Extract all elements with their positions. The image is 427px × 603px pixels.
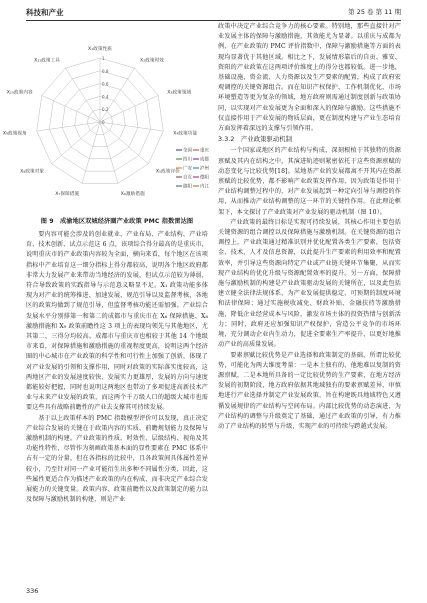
body-paragraph: 产业政策的最终目标是实现可持续发展，其核心作用主要包括关键资源的组合调控以及保障措施与激励机制。在关键资源的组合调控上，产业政策通过精准识别并优化配置各类生产要素，包括资金、技术、人才及信息资源，以此提升生产要素的利用效率和配置效率，并引导这些资源向特定产业或产业链关键环节集聚，从而实现产业结构的优化升级与资源配置效率的提升。另一方面，保障措施与激励机制的构建是产业政策驱动发展的关键所在，以及此包括建立健全法律法规体系，为产业发展提供稳定、可预期的制度环境和法律保障；通过实施税收减免、财政补贴、金融扶持等激励措施，降低企业经营成本与风险，激发市场主体的投资热情与创新活力；同时，政府还应加强知识产权保护，营造公平竞争的市场环境，充分调动企业内生动力，促进全要素生产率提升，以更好地推动产业的高质量发展。 (218, 218, 401, 349)
legend-label: 德阳 (200, 175, 209, 181)
axis-label: X₃政策领域 (167, 90, 192, 96)
tick-label: 0.6 (102, 81, 109, 87)
axis-label: X₇保障措施 (55, 192, 80, 197)
legend-label: 泸州 (200, 166, 209, 172)
radar-axis (100, 122, 163, 131)
legend-label: 绵阳 (183, 184, 192, 190)
tick-label: 0.8 (102, 68, 109, 74)
legend-label: 自贡 (183, 175, 192, 181)
page-number: 336 (26, 587, 39, 595)
body-paragraph: 基于以上政策样本的 PMC 指数模型评价可以发现，真正决定产业综合发展的关键在于政策内容的实质、前瞻规划能力及保障与激励机制的构建。产业政策的性质、时效性、层级结构、视角及其功能性特性，尽管作为刻画政策基本面的显性要素在 PMC 体系中占有一定的分量，但在各指标的比较中，且各政策间具体属性差异较小，乃至针对同一产业可能衍生出多种不同属性分类，因此，这些属性更适合作为描述产业政策的内在构成，而非决定产业综合发展能力的关键变量。政策内容、政策前瞻性以及政策制定的能力以及保障与激励机制的构建，则是产业 (26, 414, 208, 504)
radar-axis (82, 122, 100, 183)
legend-label: 重庆 (200, 148, 209, 154)
page-header (26, 7, 401, 21)
legend-label: 成都 (200, 157, 209, 163)
section-heading: 3.3.2 产业政策驱动机制 (218, 136, 293, 144)
axis-label: X₆激励措施 (120, 192, 145, 197)
axis-label: X₉政策视角 (2, 131, 27, 137)
axis-label: X₄政策功能 (173, 131, 198, 137)
legend-label: 广安 (183, 166, 192, 172)
axis-label: X₁₁政策工具 (34, 58, 60, 64)
body-paragraph: 政策中决定产业综合竞争力的核心要素。特别地，那些直接针对产业发展主体的保障与激励措施，其效能尤为显著。以重庆与成都为例，在产业政策的 PMC 评价指数中，保障与激励措施等方面的表现均显著优于其他区域。相比之下，发展情形靠后的自贡、雅安、资阳的产业政策在这两项评价维度上的得分也都较低。进一步地，基础设施、资金流、人力资源以及生产要素的配置，构成了政府宏观调控的关键资源组合。而在知识产权保护、工作机制优化、市场环境塑造等更为复杂的领域，地方政府则需通过制度创新与政策协同，以实现对产业发展更为全面和深入的保障与激励。这些措施不仅直接作用于产业发展的物质层面，更在制度构建与产业生态培育方面发挥着深远的支撑与引领作用。 (218, 23, 401, 133)
axis-label: X₁₀政策内容 (6, 90, 33, 96)
axis-label: X₈政策对象 (20, 169, 45, 175)
journal-name: 科技和产业 (26, 8, 64, 17)
radar-figure (2, 22, 209, 217)
tick-label: 0.4 (102, 94, 109, 100)
body-paragraph: 要素禀赋比较优势是产业选择和政策制定的基础，所谓比较优势，可能化为两大维度考量：一是本土独有的、他地难以复制的资源禀赋，二是本地所具备的一定比较优势的生产要素，在地方经济发展的初期阶段，地方政府依据其地域独有的要素禀赋差异，审慎地进行产业选择并制定产业发展政策，旨在构建既具地域特色又遵循发展规律的产业结构与空间布局。内部比较优势的动态演进，为产业结构的调整与升级奠定了基础，通过产业政策的引导，有力推动了产业结构的转型与升级，实现产业的可持续与跨越式发展。 (218, 351, 401, 430)
figure-caption: 图 9 成渝地区双城经济圈产业政策 PMC 指数雷达图 (40, 218, 194, 225)
axis-label: X₂政策时效 (140, 58, 164, 64)
header-rule (26, 20, 401, 21)
tick-label: 0.2 (102, 107, 109, 113)
left-column (2, 22, 209, 505)
legend-label: 内江 (200, 184, 209, 190)
legend-label: 全国 (183, 148, 192, 154)
radar-axis (37, 122, 100, 131)
radar-chart (2, 22, 209, 217)
body-paragraph: 一个国家或地区的产业结构与构成，深刻根植于其独特的资源禀赋及其内在结构之中，其演进轨迹则紧密依托于这些资源禀赋的动态变化与比较优势[18]。某地基产业的发展都离不开其内在资源禀赋的比较优势，都不影响产业政策发挥作用，因为政策是作用于产业结构调整过程中的，对产业发展起到一种定向引导与调控的作用，从而推动产业结构调整的这一环节的关键性作用。在此理论框架下，本文探讨了产业政策对产业发展的驱动机制（图 10）。 (218, 147, 401, 216)
axis-label: X₅政策评价 (155, 169, 180, 175)
radar-axis (100, 122, 118, 183)
tick-label: 0 (102, 120, 105, 125)
issue-info: 第 25 卷 第 11 期 (348, 8, 401, 16)
axis-label: X₁政策性质 (88, 47, 112, 52)
tick-label: 1 (102, 56, 105, 61)
legend-label: 四川 (183, 157, 192, 163)
body-paragraph: 要内容可能会涉及的创业就业、产业布局、产业结构、产业培育、技术创新、试点示范这 6 点，该项综合得分最高的是重庆市，说明重庆市的产业政策内容较为全面，横向来看，每个地区在该项指标中产业培育这一细分指标上得分都较高，说明各个地区政府都非常大力发展产业来带动当地经济的发展，但试点示范较为薄弱，符合导致政策的实践指导与示范意义略显不足。X₁ 政策功能多体现为对产业的统筹推进、加速发展、规范引导以及监督考核，各地区的政策均做到了规范引导，但监督考核功能还需加强。产业综合发展水平分别排第一和第二的成都市与重庆市在 X₆ 保障措施、X₈ 激励措施和 X₉ 政策前瞻性这 3 项上的表现均领先与其他地区，尤其第二、三得分均较高。成都市与重庆市也相较于其他 14 个地级市来看，对保障措施和激励措施的重视程度更高，说明这两个经济圈的中心城市在产业政策的科学性和可行性上加强了创新，体现了对产业发展的引领和支撑作用，同时对政策的实际落实度较高，这两地区产业的发展速度较快、发展实力更雄厚，发展的方向与速度都能较好把握，同时也说明这两地区也带动了多项促进高新技术产业与未来产业发展的政策，而这两个千万级人口的超级大城市也需要这些具有战略前瞻性的产业去支撑其可持续发展。 (26, 231, 208, 412)
right-column (218, 22, 401, 432)
